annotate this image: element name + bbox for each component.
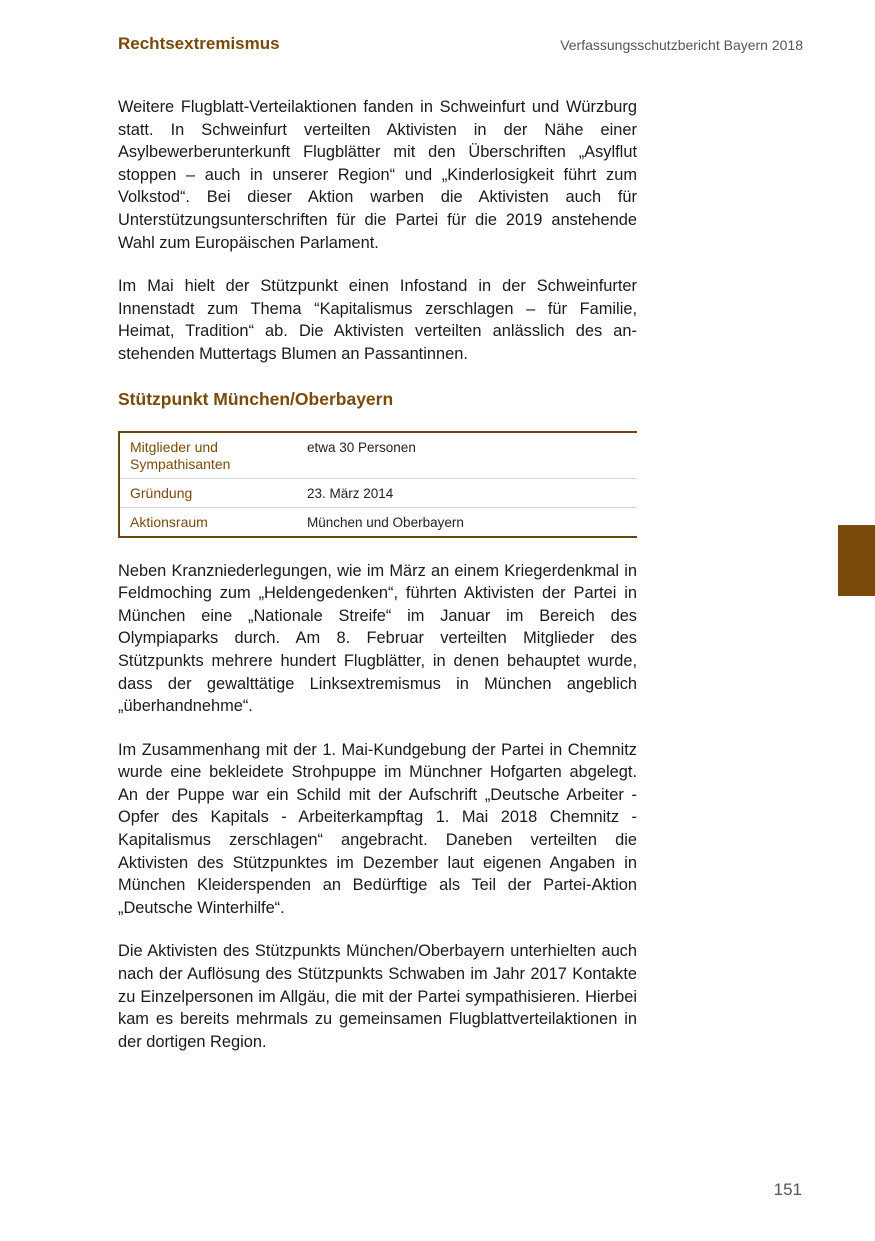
profile-value: München und Oberbayern — [307, 514, 464, 530]
profile-table — [118, 431, 637, 538]
profile-value: etwa 30 Personen — [307, 439, 416, 455]
main-content — [118, 96, 637, 1074]
profile-label: Mitglieder und Sympathisanten — [130, 438, 231, 472]
paragraph: Weitere Flugblatt-Verteilaktionen fanden in Schweinfurt und Würzburg statt. In Schweinfurt verteilten Aktivisten in der Nähe einer Asylbewerberunterkunft Flugblätter mit den Überschriften „Asylflut stoppen – auch in unserer Region“ und „Kinderlosigkeit führt zum Volkstod“. Bei dieser Aktion warben die Aktivisten auch für Unterstützungsunterschriften für die Partei für die 2019 anstehende Wahl zum Europäischen Parlament. — [118, 98, 637, 252]
profile-row-members — [120, 433, 637, 479]
page-number: 151 — [773, 1180, 802, 1199]
chapter-tab-marker — [838, 525, 875, 596]
paragraph: Im Mai hielt der Stützpunkt einen Infostand in der Schweinfurter Innenstadt zum Thema “Kapitalismus zerschlagen – für Familie, Heimat, Tradition“ ab. Die Aktivisten verteilten anlässlich des anstehenden Muttertags Blumen an Passantinnen. — [118, 277, 637, 363]
document-title: Verfassungsschutzbericht Bayern 2018 — [560, 37, 803, 53]
section-subheading: Stützpunkt München/Oberbayern — [118, 388, 394, 409]
paragraph: Die Aktivisten des Stützpunkts München/Oberbayern unterhielten auch nach der Auflösung des Stützpunkts Schwaben im Jahr 2017 Kontakte zu Einzelpersonen im Allgäu, die mit der Partei sympathisieren. Hierbei kam es bereits mehrmals zu gemeinsamen Flugblattverteilaktionen in der dortigen Region. — [118, 942, 637, 1051]
paragraph: Neben Kranzniederlegungen, wie im März an einem Kriegerdenkmal in Feldmoching zum „Heldengedenken“, führten Aktivisten der Partei in München eine „Nationale Streife“ im Januar im Bereich des Olympiaparks durch. Am 8. Februar verteilten Mitglieder des Stützpunkts mehrere hundert Flugblätter, in denen behauptet wurde, dass der gewalttätige Linksextremismus in München angeblich „überhandnehme“. — [118, 561, 637, 716]
section-title: Rechtsextremismus — [118, 34, 280, 53]
profile-label: Aktionsraum — [130, 513, 208, 530]
profile-row-founding — [120, 479, 637, 508]
profile-value: 23. März 2014 — [307, 485, 394, 501]
paragraph: Im Zusammenhang mit der 1. Mai-Kundgebung der Partei in Chemnitz wurde eine bekleidete Strohpuppe im Münchner Hofgarten abgelegt. An der Puppe war ein Schild mit der Aufschrift „Deutsche Arbeiter - Opfer des Kapitals - Arbeiterkampftag 1. Mai 2018 Chemnitz - Kapitalismus zerschlagen“ angebracht. Daneben verteilten die Aktivisten des Stützpunktes im Dezember laut eigenen Angaben in München Kleiderspenden an Bedürftige als Teil der Partei-Aktion „Deutsche Winterhilfe“. — [118, 740, 637, 917]
profile-label: Gründung — [130, 484, 193, 501]
profile-row-area — [120, 508, 637, 536]
